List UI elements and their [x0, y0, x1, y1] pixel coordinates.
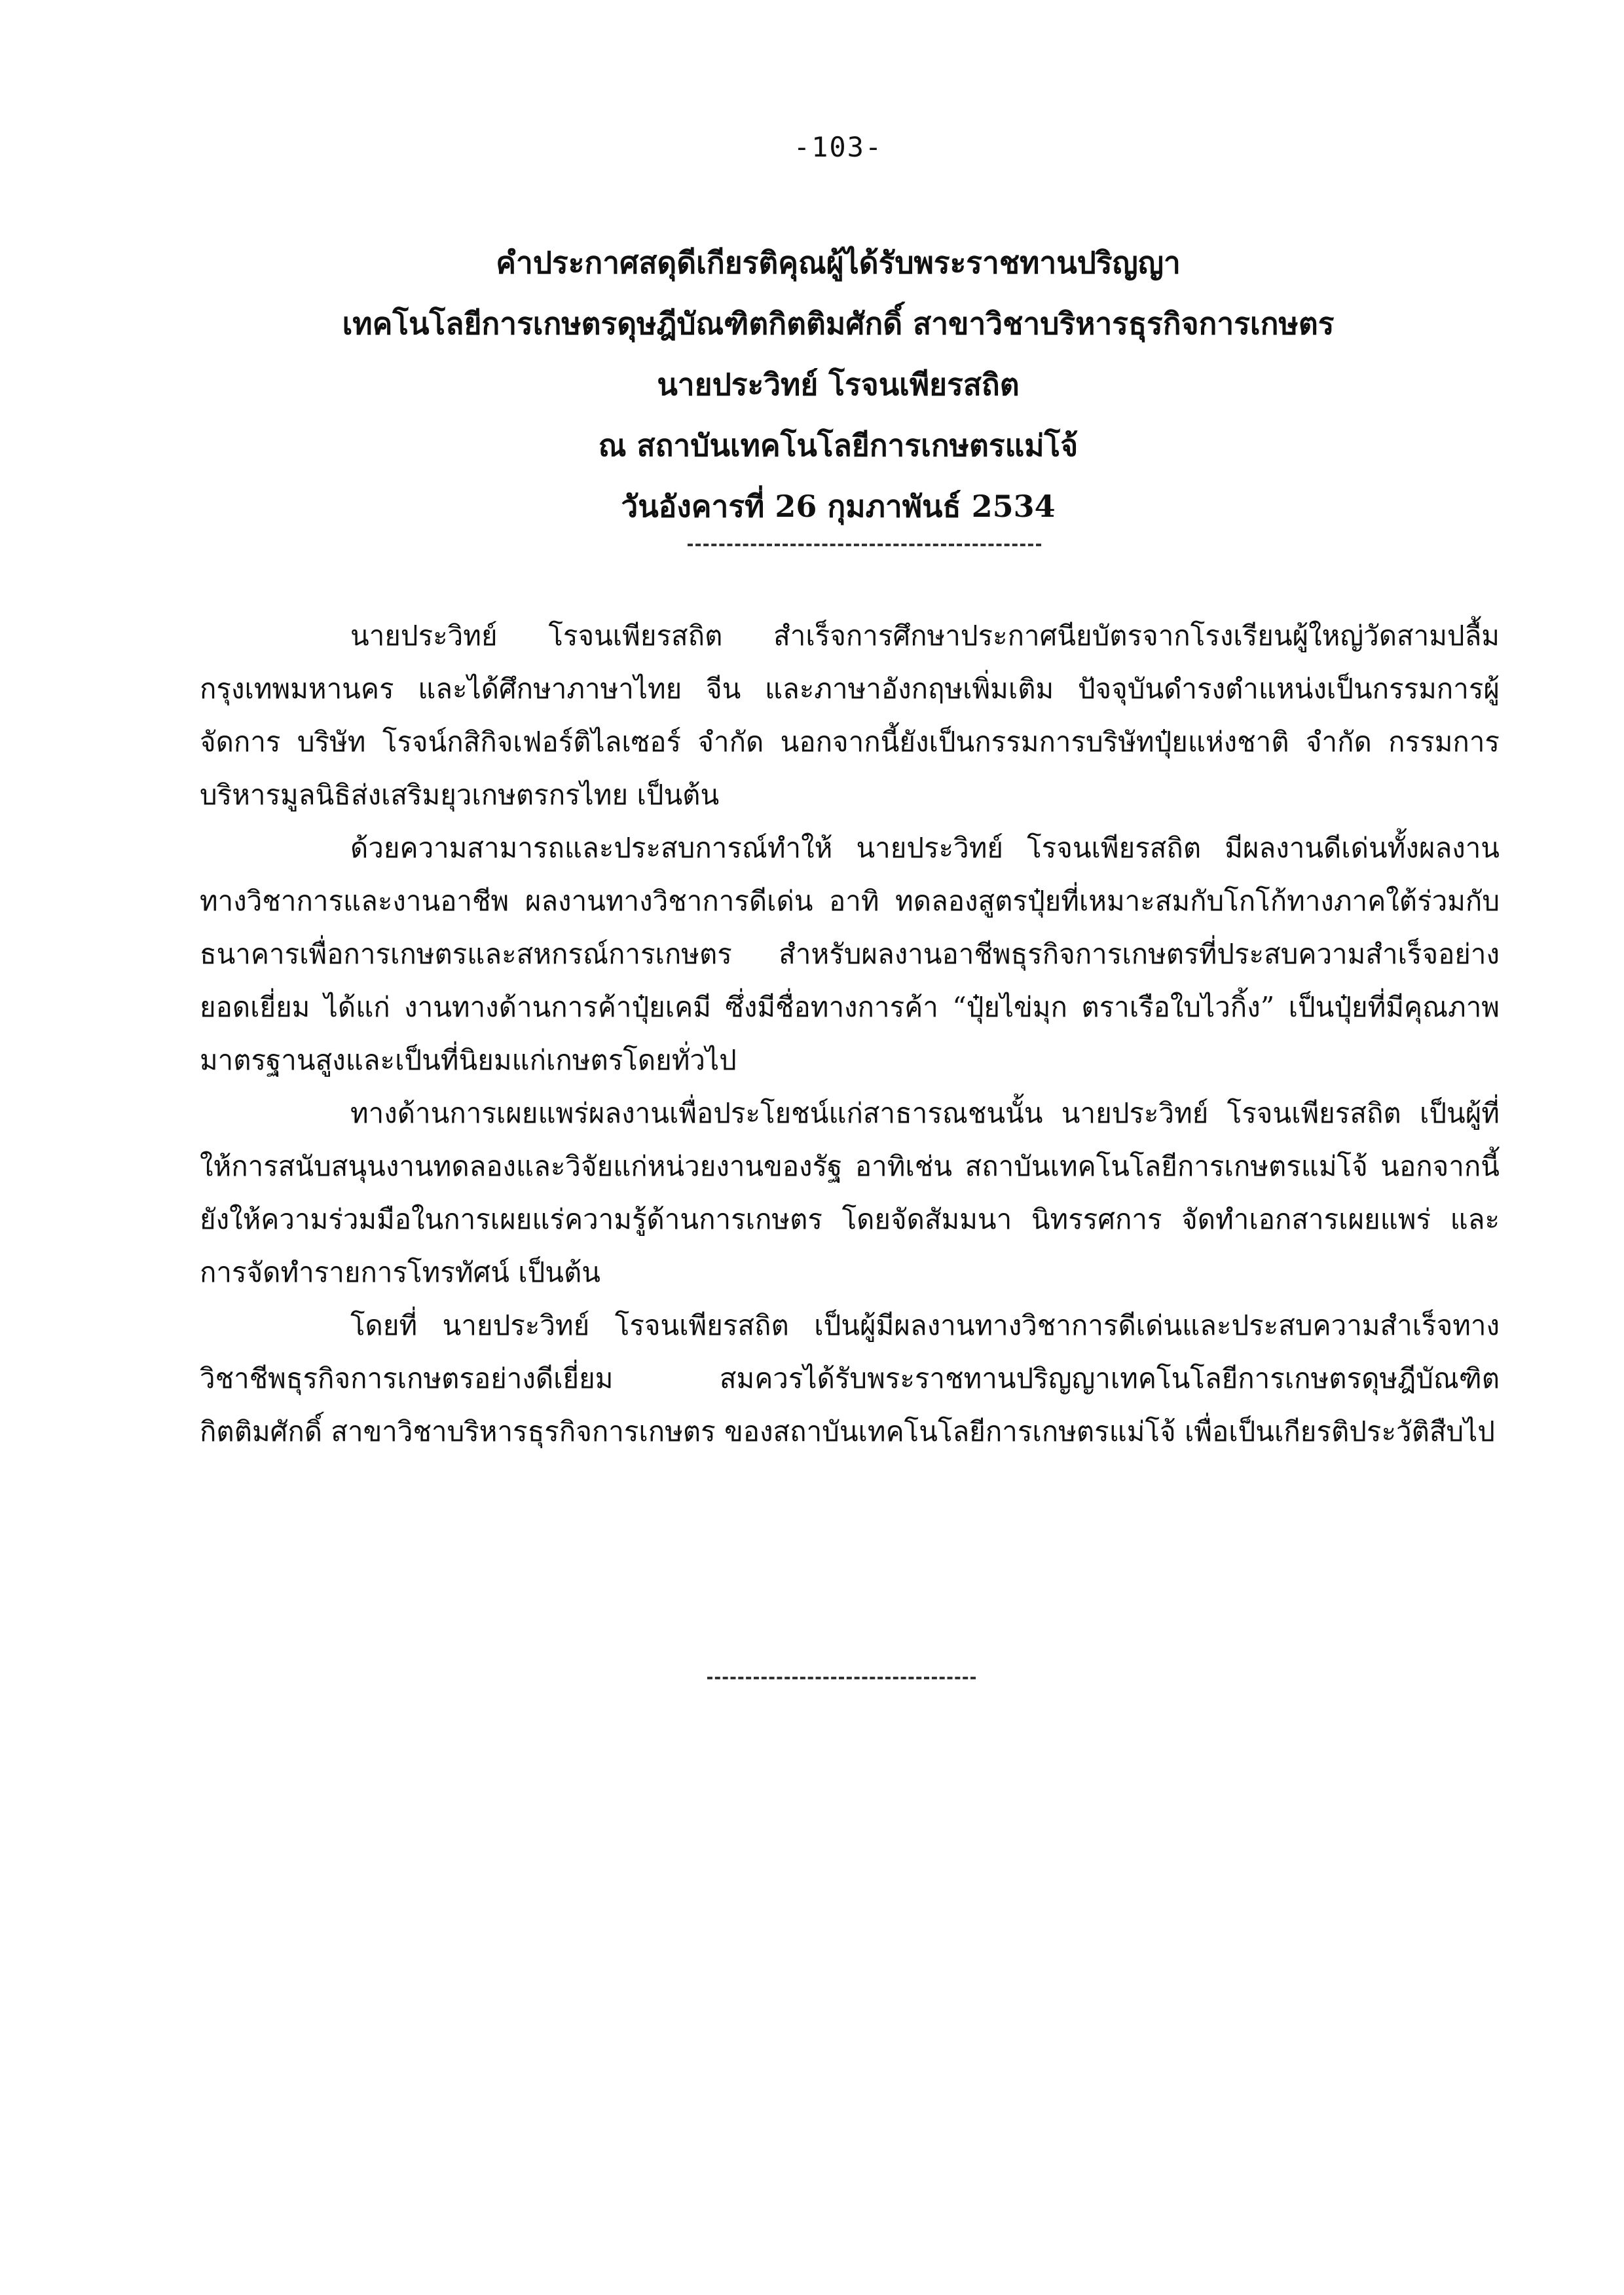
header-honoree-name: นายประวิทย์ โรจนเพียรสถิต	[657, 367, 1020, 402]
paragraph-education: นายประวิทย์ โรจนเพียรสถิต สำเร็จการศึกษาประกาศนียบัตรจากโรงเรียนผู้ใหญ่วัดสามปลื้ม กรุงเทพมหานคร และได้ศึกษาภาษาไทย จีน และภาษาอังกฤษเพิ่มเติม ปัจจุบันดำรงตำแหน่งเป็นกรรมการผู้จัดการ บริษัท โรจน์กสิกิจเฟอร์ติไลเซอร์ จำกัด นอกจากนี้ยังเป็นกรรมการบริษัทปุ๋ยแห่งชาติ จำกัด กรรมการบริหารมูลนิธิส่งเสริมยุวเกษตรกรไทย เป็นต้น	[200, 620, 1500, 811]
header-date: วันอังคารที่ 26 กุมภาพันธ์ 2534	[621, 489, 1056, 524]
header-title-line-2: เทคโนโลยีการเกษตรดุษฎีบัณฑิตกิตติมศักดิ์ สาขาวิชาบริหารธุรกิจการเกษตร	[342, 306, 1335, 341]
header-divider	[688, 544, 1041, 546]
header-institution: ณ สถาบันเทคโนโลยีการเกษตรแม่โจ้	[598, 428, 1079, 463]
header-title-line-1: คำประกาศสดุดีเกียรติคุณผู้ได้รับพระราชทานปริญญา	[496, 245, 1181, 280]
document-header	[196, 233, 1480, 546]
paragraph-public-contribution: ทางด้านการเผยแพร่ผลงานเพื่อประโยชน์แก่สาธารณชนนั้น นายประวิทย์ โรจนเพียรสถิต เป็นผู้ที่ให้การสนับสนุนงานทดลองและวิจัยแก่หน่วยงานของรัฐ อาทิเช่น สถาบันเทคโนโลยีการเกษตรแม่โจ้ นอกจากนี้ยังให้ความร่วมมือในการเผยแร่ความรู้ด้านการเกษตร โดยจัดสัมมนา นิทรรศการ จัดทำเอกสารเผยแพร่ และการจัดทำรายการโทรทัศน์ เป็นต้น	[200, 1097, 1500, 1288]
footer-divider	[707, 1677, 976, 1679]
document-body	[200, 609, 1500, 1458]
page-number: -103-	[793, 131, 883, 163]
paragraph-achievements: ด้วยความสามารถและประสบการณ์ทำให้ นายประวิทย์ โรจนเพียรสถิต มีผลงานดีเด่นทั้งผลงานทางวิชาการและงานอาชีพ ผลงานทางวิชาการดีเด่น อาทิ ทดลองสูตรปุ๋ยที่เหมาะสมกับโกโก้ทางภาคใต้ร่วมกับธนาคารเพื่อการเกษตรและสหกรณ์การเกษตร สำหรับผลงานอาชีพธุรกิจการเกษตรที่ประสบความสำเร็จอย่างยอดเยี่ยม ได้แก่ งานทางด้านการค้าปุ๋ยเคมี ซึ่งมีชื่อทางการค้า “ปุ๋ยไข่มุก ตราเรือใบไวกิ้ง” เป็นปุ๋ยที่มีคุณภาพมาตรฐานสูงและเป็นที่นิยมแก่เกษตรโดยทั่วไป	[200, 832, 1500, 1076]
paragraph-conclusion: โดยที่ นายประวิทย์ โรจนเพียรสถิต เป็นผู้มีผลงานทางวิชาการดีเด่นและประสบความสำเร็จทางวิชาชีพธุรกิจการเกษตรอย่างดีเยี่ยม สมควรได้รับพระราชทานปริญญาเทคโนโลยีการเกษตรดุษฎีบัณฑิตกิตติมศักดิ์ สาขาวิชาบริหารธุรกิจการเกษตร ของสถาบันเทคโนโลยีการเกษตรแม่โจ้ เพื่อเป็นเกียรติประวัติสืบไป	[200, 1309, 1500, 1447]
